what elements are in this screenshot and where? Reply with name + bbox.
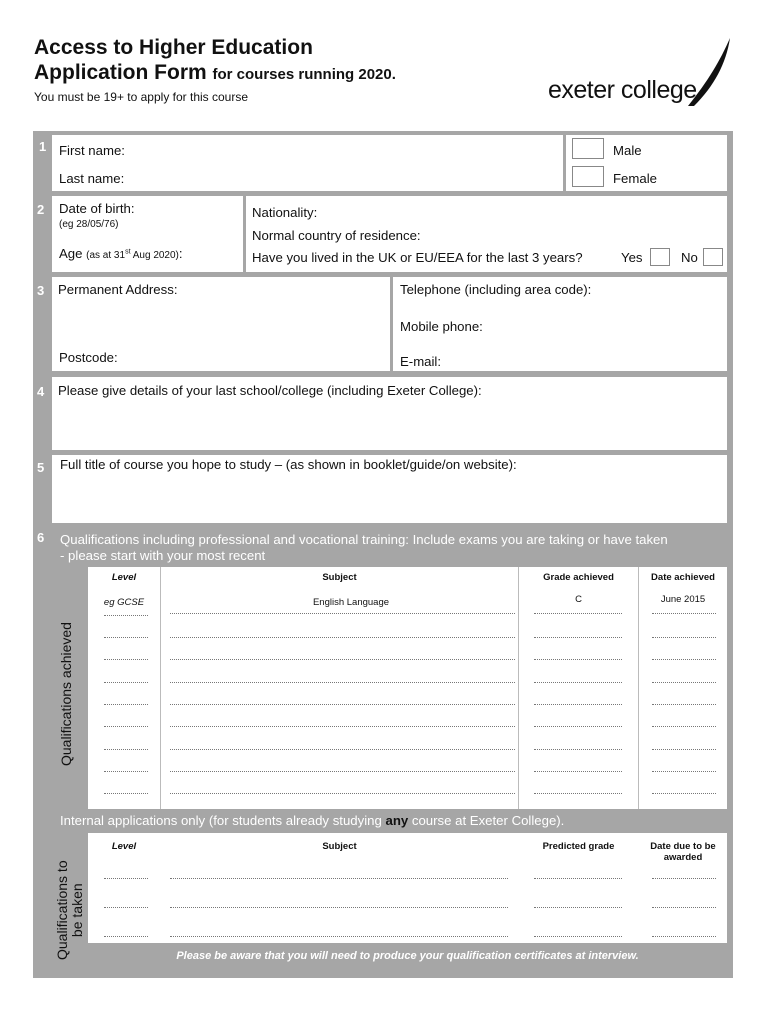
section-number-3: 3 [37, 283, 45, 298]
achieved-row-5-grade[interactable] [534, 726, 622, 727]
tobetaken-row-1-date[interactable] [652, 878, 716, 879]
achieved-example-line-level[interactable] [104, 615, 148, 616]
male-label: Male [613, 143, 642, 158]
achieved-row-2-subject[interactable] [170, 659, 515, 660]
tobetaken-row-1-subject[interactable] [170, 878, 508, 879]
age-note-prefix: (as at 31 [86, 250, 126, 261]
no-checkbox[interactable] [703, 248, 723, 266]
achieved-row-3-subject[interactable] [170, 682, 515, 683]
achieved-row-7-grade[interactable] [534, 771, 622, 772]
achieved-row-4-date[interactable] [652, 704, 716, 705]
last-name-label: Last name: [59, 171, 125, 186]
residence-label: Normal country of residence: [252, 228, 421, 243]
age-label: Age [59, 246, 83, 261]
male-checkbox[interactable] [572, 138, 604, 159]
internal-prefix: Internal applications only (for students already studying [60, 813, 386, 828]
col-level: Level [111, 572, 137, 583]
nationality-label: Nationality: [252, 205, 318, 220]
achieved-row-6-date[interactable] [652, 749, 716, 750]
achieved-row-8-level[interactable] [104, 793, 148, 794]
achieved-row-8-subject[interactable] [170, 793, 515, 794]
internal-suffix: course at Exeter College). [408, 813, 565, 828]
achieved-row-1-level[interactable] [104, 637, 148, 638]
achieved-row-2-level[interactable] [104, 659, 148, 660]
postcode-label: Postcode: [59, 350, 118, 365]
tobetaken-row-1-level[interactable] [104, 878, 148, 879]
col2-date [639, 841, 727, 863]
achieved-row-6-grade[interactable] [534, 749, 622, 750]
school-label: Please give details of your last school/college (including Exeter College): [58, 383, 482, 398]
achieved-row-5-date[interactable] [652, 726, 716, 727]
qualifications-heading-2: - please start with your most recent [60, 548, 266, 563]
form-subtitle-main: Application Form [34, 61, 207, 84]
dob-label: Date of birth: [59, 201, 135, 216]
logo-text: exeter college [548, 76, 697, 104]
tobetaken-side-label-1: Qualifications to [54, 860, 70, 960]
achieved-row-1-date[interactable] [652, 637, 716, 638]
tobetaken-side-label [55, 860, 85, 960]
qualifications-heading-1: Qualifications including professional and vocational training: Include exams you are taking or have taken [60, 532, 668, 547]
section-number-5: 5 [37, 460, 45, 475]
tobetaken-side-label-2: be taken [69, 883, 85, 938]
achieved-example-line-date[interactable] [652, 613, 716, 614]
achieved-row-8-grade[interactable] [534, 793, 622, 794]
exeter-college-logo [548, 36, 738, 108]
course-label: Full title of course you hope to study – (as shown in booklet/guide/on website): [60, 457, 517, 472]
dob-example: (eg 28/05/76) [59, 219, 119, 230]
age-note-sup: st [125, 248, 131, 256]
section-number-2: 2 [37, 202, 45, 217]
telephone-label: Telephone (including area code): [400, 282, 592, 297]
female-checkbox[interactable] [572, 166, 604, 187]
achieved-row-7-level[interactable] [104, 771, 148, 772]
achieved-example-line-grade[interactable] [534, 613, 622, 614]
achieved-example-line-subject[interactable] [170, 613, 515, 614]
tobetaken-row-3-subject[interactable] [170, 936, 508, 937]
tobetaken-row-3-grade[interactable] [534, 936, 622, 937]
achieved-row-7-date[interactable] [652, 771, 716, 772]
col-grade: Grade achieved [543, 572, 614, 583]
achieved-row-6-subject[interactable] [170, 749, 515, 750]
internal-applications-note [60, 813, 564, 828]
achieved-row-8-date[interactable] [652, 793, 716, 794]
achieved-row-4-level[interactable] [104, 704, 148, 705]
col2-date-line2: awarded [663, 852, 703, 863]
achieved-row-6-level[interactable] [104, 749, 148, 750]
example-level: eg GCSE [103, 597, 145, 608]
yes-checkbox[interactable] [650, 248, 670, 266]
achieved-row-1-subject[interactable] [170, 637, 515, 638]
achieved-row-7-subject[interactable] [170, 771, 515, 772]
section-number-4: 4 [37, 384, 45, 399]
section-number-1: 1 [39, 139, 47, 154]
certificates-note: Please be aware that you will need to produce your qualification certificates at interview. [176, 950, 639, 962]
col-date: Date achieved [651, 572, 715, 583]
tobetaken-row-3-date[interactable] [652, 936, 716, 937]
first-name-label: First name: [59, 143, 125, 158]
email-label: E-mail: [400, 354, 442, 369]
tobetaken-row-2-subject[interactable] [170, 907, 508, 908]
tobetaken-row-2-level[interactable] [104, 907, 148, 908]
address-label: Permanent Address: [58, 282, 178, 297]
tobetaken-row-2-date[interactable] [652, 907, 716, 908]
mobile-label: Mobile phone: [400, 319, 483, 334]
no-label: No [681, 250, 698, 265]
age-requirement: You must be 19+ to apply for this course [34, 90, 249, 104]
female-label: Female [613, 171, 657, 186]
achieved-row-3-date[interactable] [652, 682, 716, 683]
achieved-row-5-subject[interactable] [170, 726, 515, 727]
yes-label: Yes [621, 250, 643, 265]
col2-level: Level [111, 841, 137, 852]
tobetaken-row-1-grade[interactable] [534, 878, 622, 879]
achieved-row-2-grade[interactable] [534, 659, 622, 660]
col2-grade: Predicted grade [542, 841, 615, 852]
age-note [86, 250, 179, 261]
achieved-row-4-subject[interactable] [170, 704, 515, 705]
section-number-6: 6 [37, 530, 45, 545]
achieved-side-label: Qualifications achieved [58, 622, 74, 766]
section1-name-box[interactable] [52, 135, 563, 191]
tobetaken-row-3-level[interactable] [104, 936, 148, 937]
age-colon: : [178, 246, 183, 261]
age-label-row [59, 246, 183, 261]
achieved-row-2-date[interactable] [652, 659, 716, 660]
achieved-row-4-grade[interactable] [534, 704, 622, 705]
example-grade: C [575, 594, 582, 605]
achieved-row-5-level[interactable] [104, 726, 148, 727]
form-subtitle [34, 61, 396, 85]
col2-subject: Subject [322, 841, 357, 852]
example-subject: English Language [312, 597, 390, 608]
achieved-row-3-grade[interactable] [534, 682, 622, 683]
tobetaken-row-2-grade[interactable] [534, 907, 622, 908]
col2-date-line1: Date due to be [650, 841, 716, 852]
example-date: June 2015 [660, 594, 706, 605]
age-note-suffix: Aug 2020) [130, 250, 179, 261]
col-subject: Subject [322, 572, 357, 583]
form-subtitle-suffix: for courses running 2020. [212, 66, 396, 83]
form-title: Access to Higher Education [34, 36, 313, 59]
internal-bold: any [385, 813, 409, 828]
achieved-row-3-level[interactable] [104, 682, 148, 683]
achieved-row-1-grade[interactable] [534, 637, 622, 638]
lived-question: Have you lived in the UK or EU/EEA for the last 3 years? [252, 250, 583, 265]
